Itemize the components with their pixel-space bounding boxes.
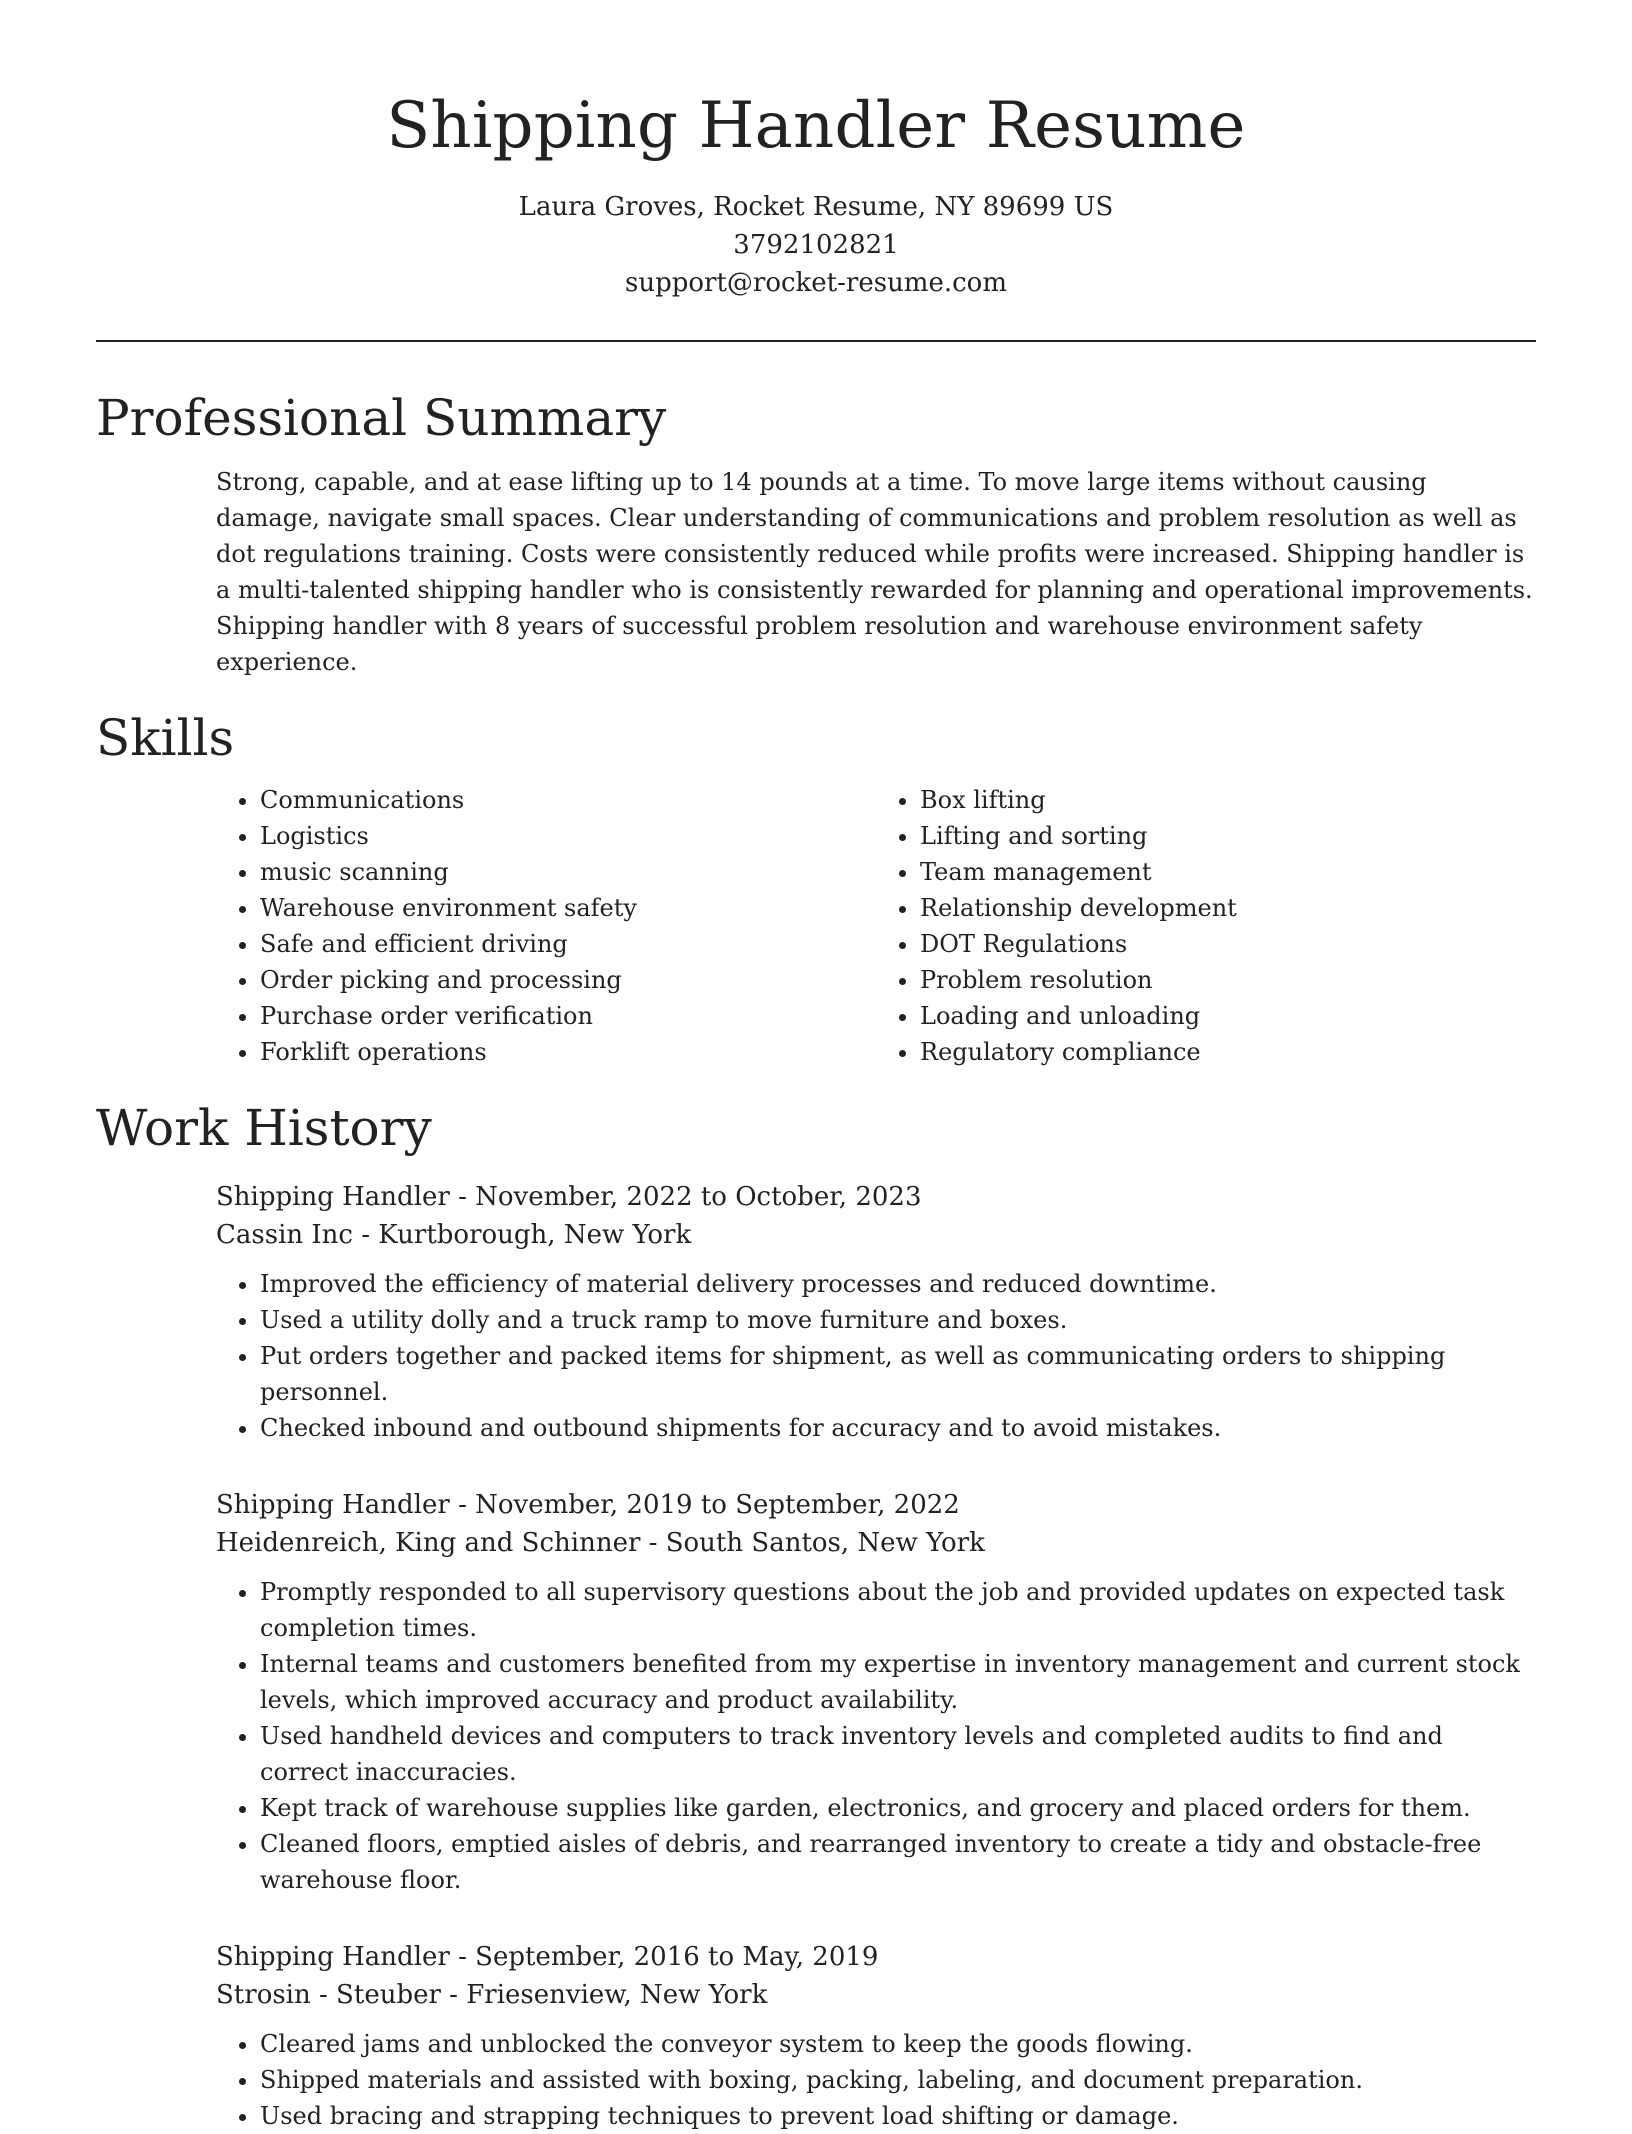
skill-item: • Communications bbox=[260, 782, 876, 818]
job-bullet: • Put orders together and packed items for shipment, as well as communicating orders to shipping personnel. bbox=[260, 1338, 1536, 1410]
resume-title: Shipping Handler Resume bbox=[386, 89, 1246, 163]
job-company: Cassin Inc bbox=[216, 1220, 353, 1250]
job-bullets bbox=[216, 1574, 1536, 1898]
job-location: - South Santos, New York bbox=[640, 1528, 985, 1558]
job-bullet: • Used handheld devices and computers to track inventory levels and completed audits to find and correct inaccuracies. bbox=[260, 1718, 1536, 1790]
job-company-line bbox=[216, 1524, 1536, 1562]
summary-text: Strong, capable, and at ease lifting up to 14 pounds at a time. To move large items without causing damage, navigate small spaces. Clear understanding of communications and problem resolution as well as dot regulations training. Costs were consistently reduced while profits were increased. Shipping handler is a multi-talented shipping handler who is consistently rewarded for planning and operational improvements. Shipping handler with 8 years of successful problem resolution and warehouse environment safety experience. bbox=[216, 468, 1533, 676]
skills-list-right bbox=[876, 782, 1536, 1070]
job-bullet: • Internal teams and customers benefited from my expertise in inventory management and current stock levels, which improved accuracy and product availability. bbox=[260, 1646, 1536, 1718]
job-location: - Kurtborough, New York bbox=[352, 1220, 692, 1250]
job-bullet: • Promptly responded to all supervisory questions about the job and provided updates on expected task completion times. bbox=[260, 1574, 1536, 1646]
job-location: - Friesenview, New York bbox=[440, 1980, 768, 2010]
skill-item: • Box lifting bbox=[920, 782, 1536, 818]
summary-heading: Professional Summary bbox=[96, 389, 667, 447]
job-bullet: • Shipped materials and assisted with boxing, packing, labeling, and document preparation. bbox=[260, 2062, 1536, 2098]
skill-item: • music scanning bbox=[260, 854, 876, 890]
job-dates: - September, 2016 to May, 2019 bbox=[449, 1942, 879, 1972]
job-title: Shipping Handler bbox=[216, 1182, 450, 1212]
work-history-section bbox=[216, 1178, 1536, 2134]
skill-item: • Lifting and sorting bbox=[920, 818, 1536, 854]
job-bullet: • Cleared jams and unblocked the conveyor system to keep the goods flowing. bbox=[260, 2026, 1536, 2062]
job-company: Strosin - Steuber bbox=[216, 1980, 441, 2010]
skill-item: • Team management bbox=[920, 854, 1536, 890]
job-bullets bbox=[216, 2026, 1536, 2134]
job-bullet: • Checked inbound and outbound shipments for accuracy and to avoid mistakes. bbox=[260, 1410, 1536, 1446]
job-bullet: • Kept track of warehouse supplies like garden, electronics, and grocery and placed orders for them. bbox=[260, 1790, 1536, 1826]
job-title: Shipping Handler bbox=[216, 1942, 450, 1972]
skills-heading: Skills bbox=[96, 709, 235, 767]
job-bullet: • Used bracing and strapping techniques to prevent load shifting or damage. bbox=[260, 2098, 1536, 2134]
skill-item: • Problem resolution bbox=[920, 962, 1536, 998]
skill-item: • DOT Regulations bbox=[920, 926, 1536, 962]
skill-item: • Regulatory compliance bbox=[920, 1034, 1536, 1070]
job-title-line bbox=[216, 1938, 1536, 1976]
resume-page bbox=[96, 0, 1536, 2130]
job-bullets bbox=[216, 1266, 1536, 1446]
job-title-line bbox=[216, 1178, 1536, 1216]
job-bullet: • Cleaned floors, emptied aisles of debris, and rearranged inventory to create a tidy and obstacle-free warehouse floor. bbox=[260, 1826, 1536, 1898]
skills-list-left bbox=[216, 782, 876, 1070]
skill-item: • Order picking and processing bbox=[260, 962, 876, 998]
resume-header bbox=[96, 0, 1536, 302]
skill-item: • Warehouse environment safety bbox=[260, 890, 876, 926]
skills-section bbox=[216, 782, 1536, 1070]
skill-item: • Safe and efficient driving bbox=[260, 926, 876, 962]
job-company: Heidenreich, King and Schinner bbox=[216, 1528, 641, 1558]
work-history-heading: Work History bbox=[96, 1099, 432, 1157]
header-divider bbox=[96, 340, 1536, 342]
job-dates: - November, 2022 to October, 2023 bbox=[449, 1182, 922, 1212]
job-bullet: • Improved the efficiency of material delivery processes and reduced downtime. bbox=[260, 1266, 1536, 1302]
contact-email: support@rocket-resume.com bbox=[624, 268, 1007, 298]
skill-item: • Purchase order verification bbox=[260, 998, 876, 1034]
job-entry bbox=[216, 1178, 1536, 1446]
job-bullet: • Used a utility dolly and a truck ramp to move furniture and boxes. bbox=[260, 1302, 1536, 1338]
skill-item: • Relationship development bbox=[920, 890, 1536, 926]
contact-address: Laura Groves, Rocket Resume, NY 89699 US bbox=[518, 192, 1114, 222]
skill-item: • Logistics bbox=[260, 818, 876, 854]
job-company-line bbox=[216, 1976, 1536, 2014]
skill-item: • Loading and unloading bbox=[920, 998, 1536, 1034]
summary-section bbox=[216, 464, 1536, 680]
job-entry bbox=[216, 1938, 1536, 2134]
job-dates: - November, 2019 to September, 2022 bbox=[449, 1490, 960, 1520]
job-title: Shipping Handler bbox=[216, 1490, 450, 1520]
job-title-line bbox=[216, 1486, 1536, 1524]
job-company-line bbox=[216, 1216, 1536, 1254]
skill-item: • Forklift operations bbox=[260, 1034, 876, 1070]
job-entry bbox=[216, 1486, 1536, 1898]
contact-phone: 3792102821 bbox=[733, 230, 899, 260]
